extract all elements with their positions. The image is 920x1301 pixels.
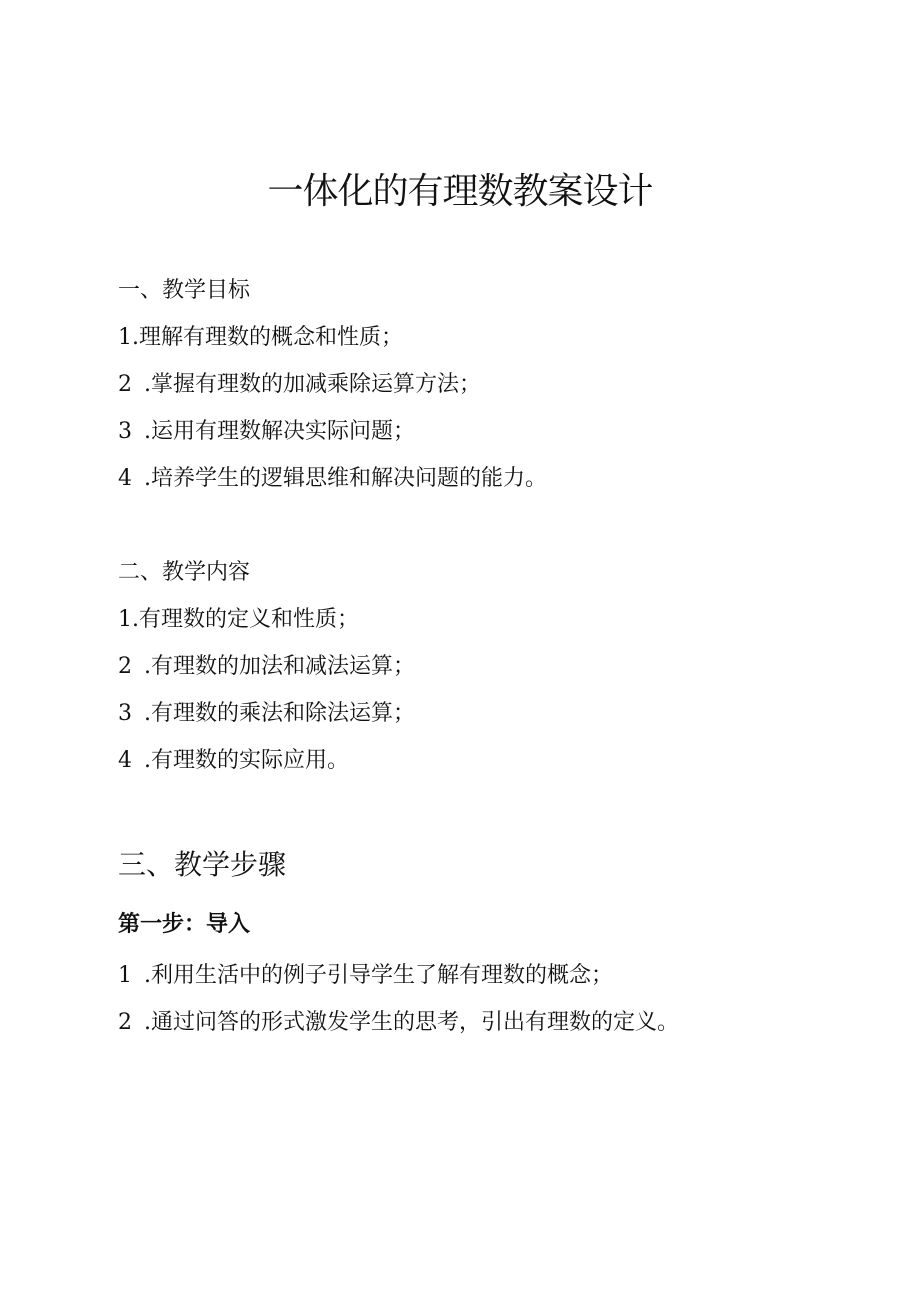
list-item-text: .有理数的加法和减法运算；: [144, 654, 415, 679]
list-item-number: 1.: [118, 325, 139, 350]
document-title: 一体化的有理数教案设计: [267, 171, 653, 212]
step-heading: 第一步：导入: [118, 912, 251, 937]
list-item-text: .运用有理数解决实际问题；: [144, 419, 415, 444]
list-item: [118, 417, 415, 447]
section-heading-objectives: 一、教学目标: [118, 278, 251, 303]
list-item-number: 3: [118, 701, 132, 726]
list-item: [118, 961, 613, 991]
list-item-number: 4: [118, 748, 132, 773]
list-item-number: 1: [118, 963, 132, 988]
list-item-number: 2: [118, 654, 132, 679]
list-item-text: .掌握有理数的加减乘除运算方法；: [144, 372, 481, 397]
section-heading-steps: 三、教学步骤: [118, 848, 287, 881]
list-item-number: 2: [118, 372, 132, 397]
list-item-text: .培养学生的逻辑思维和解决问题的能力。: [144, 466, 547, 491]
list-item-number: 2: [118, 1010, 132, 1035]
section-heading-content: 二、教学内容: [118, 560, 251, 585]
list-item: [118, 370, 481, 400]
list-item: [118, 605, 359, 635]
list-item-number: 4: [118, 466, 132, 491]
list-item: [118, 464, 547, 494]
list-item: [118, 652, 415, 682]
list-item-text: .通过问答的形式激发学生的思考，引出有理数的定义。: [144, 1010, 679, 1035]
list-item: [118, 1008, 679, 1038]
list-item-text: .有理数的乘法和除法运算；: [144, 701, 415, 726]
list-item-text: 理解有理数的概念和性质；: [139, 325, 404, 350]
list-item-text: 有理数的定义和性质；: [139, 607, 360, 632]
list-item-text: .利用生活中的例子引导学生了解有理数的概念；: [144, 963, 613, 988]
list-item-number: 1.: [118, 607, 139, 632]
list-item: [118, 323, 403, 353]
list-item: [118, 699, 415, 729]
list-item-number: 3: [118, 419, 132, 444]
list-item: [118, 746, 349, 776]
list-item-text: .有理数的实际应用。: [144, 748, 349, 773]
